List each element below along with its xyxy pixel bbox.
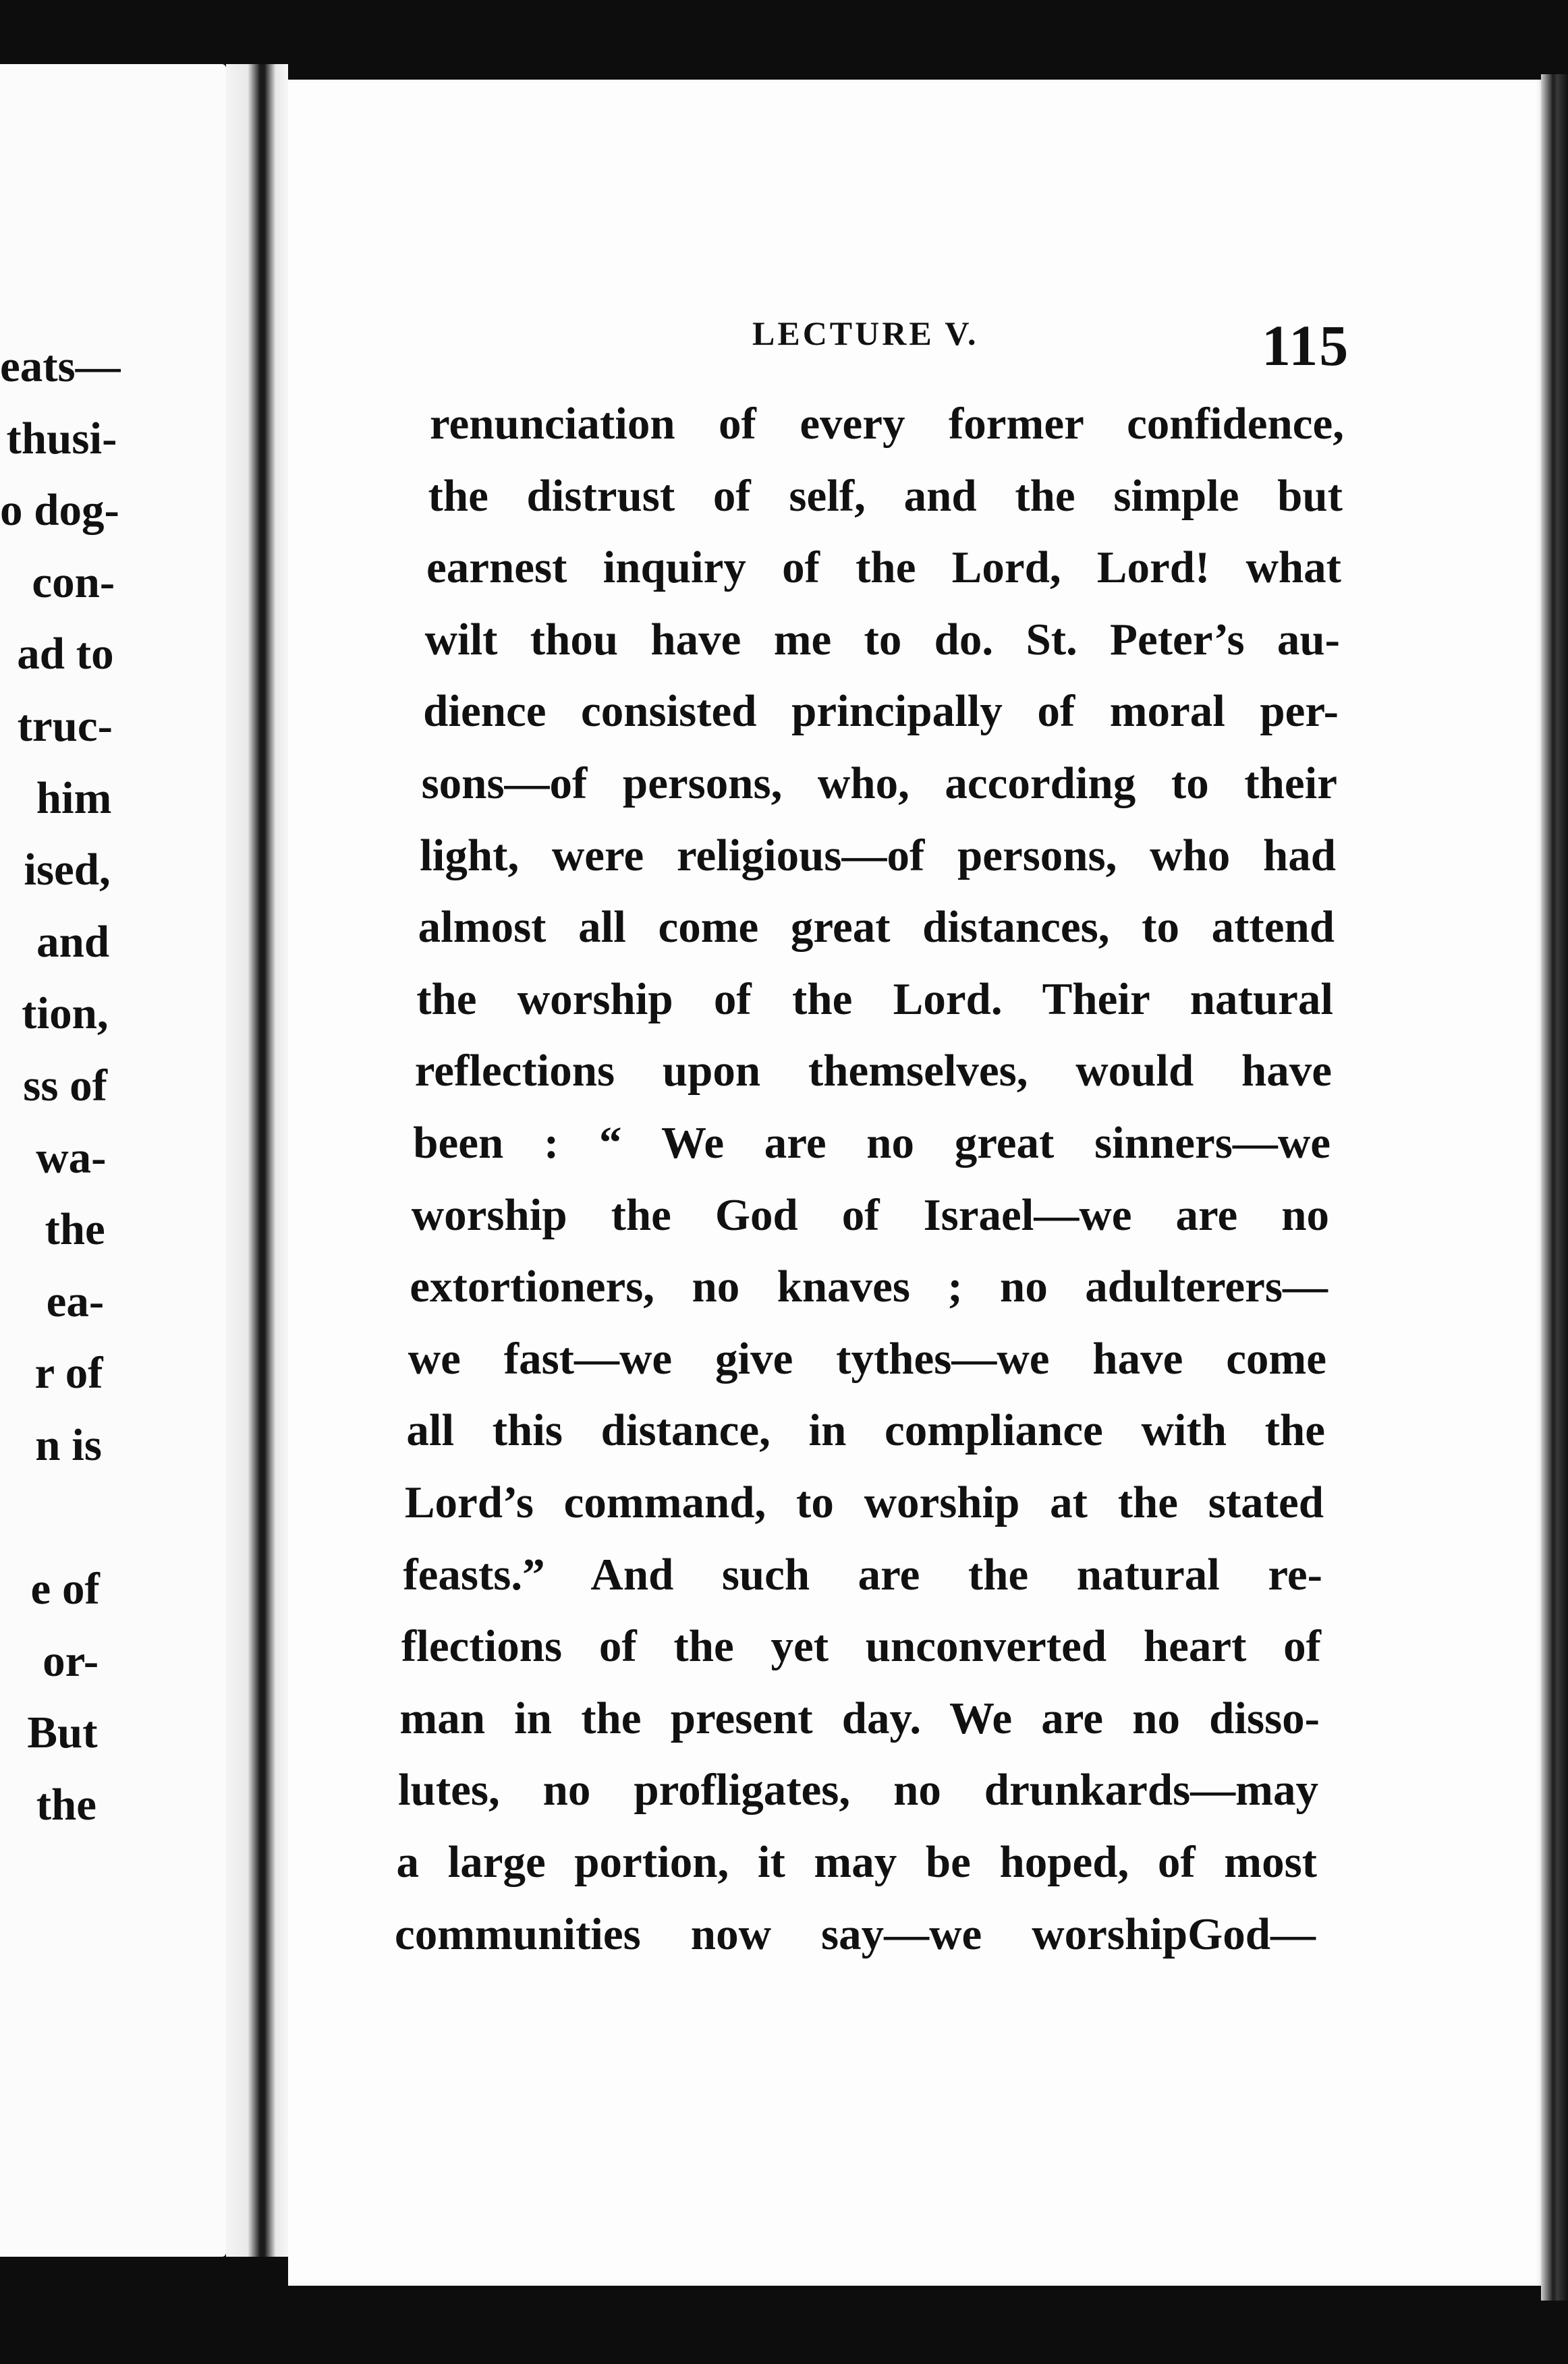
text-line: worship the God of Israel—we are no: [411, 1189, 1329, 1240]
text-line: we fast—we give tythes—we have come: [408, 1333, 1326, 1384]
text-line: sons—of persons, who, according to their: [421, 758, 1337, 808]
previous-page-line-ending: tion,: [22, 988, 109, 1039]
text-line: lutes, no profligates, no drunkards—may: [397, 1765, 1318, 1816]
text-line: flections of the yet unconverted heart of: [401, 1621, 1321, 1672]
text-line: renunciation of every former confidence,: [430, 399, 1344, 449]
previous-page-line-ending: ad to: [17, 629, 114, 679]
text-line: reflections upon themselves, would have: [414, 1046, 1332, 1096]
running-head: LECTURE V.: [752, 314, 979, 352]
text-line: the distrust of self, and the simple but: [428, 470, 1343, 521]
text-line: dience consisted principally of moral per-: [423, 686, 1339, 737]
text-line: the worship of the Lord. Their natural: [416, 974, 1333, 1024]
previous-page-line-ending: e of: [30, 1564, 100, 1614]
previous-page-line-ending: and: [36, 916, 110, 967]
previous-page-line-ending: thusi-: [6, 413, 117, 463]
previous-page-line-ending: eats—: [0, 341, 121, 391]
previous-page-line-ending: wa-: [36, 1132, 107, 1183]
previous-page-line-ending: con-: [32, 557, 115, 607]
previous-page-line-ending: ised,: [24, 845, 111, 895]
previous-page-line-ending: the: [45, 1204, 105, 1255]
page-number: 115: [1262, 313, 1350, 378]
previous-page-line-ending: the: [36, 1780, 96, 1830]
text-line: wilt thou have me to do. St. Peter’s au-: [424, 614, 1340, 665]
text-line: feasts.” And such are the natural re-: [403, 1549, 1322, 1600]
previous-page-line-ending: ss of: [23, 1061, 107, 1110]
text-line: all this distance, in compliance with the: [406, 1405, 1325, 1456]
previous-page-line-ending: r of: [34, 1348, 103, 1399]
previous-page-line-ending: him: [36, 772, 112, 823]
text-line: light, were religious—of persons, who had: [420, 830, 1336, 880]
previous-page-line-ending: n is: [35, 1420, 102, 1470]
text-line: extortioners, no knaves ; no adulterers—: [410, 1262, 1328, 1312]
previous-page-line-ending: truc-: [17, 701, 113, 751]
previous-page-line-ending: But: [27, 1708, 98, 1758]
previous-page-line-ending: o dog-: [0, 485, 119, 536]
previous-page-line-ending: ea-: [46, 1276, 105, 1326]
text-line: man in the present day. We are no disso-: [399, 1693, 1320, 1743]
text-line: earnest inquiry of the Lord, Lord! what: [426, 542, 1341, 593]
text-line: almost all come great distances, to attend: [418, 902, 1335, 953]
previous-page-line-ending: or-: [43, 1635, 99, 1686]
text-line: been : “ We are no great sinners—we: [413, 1118, 1331, 1168]
text-line: a large portion, it may be hoped, of most: [396, 1837, 1317, 1887]
text-line: communities now say—we worshipGod—: [395, 1909, 1316, 1959]
text-line: Lord’s command, to worship at the stated: [404, 1478, 1324, 1527]
